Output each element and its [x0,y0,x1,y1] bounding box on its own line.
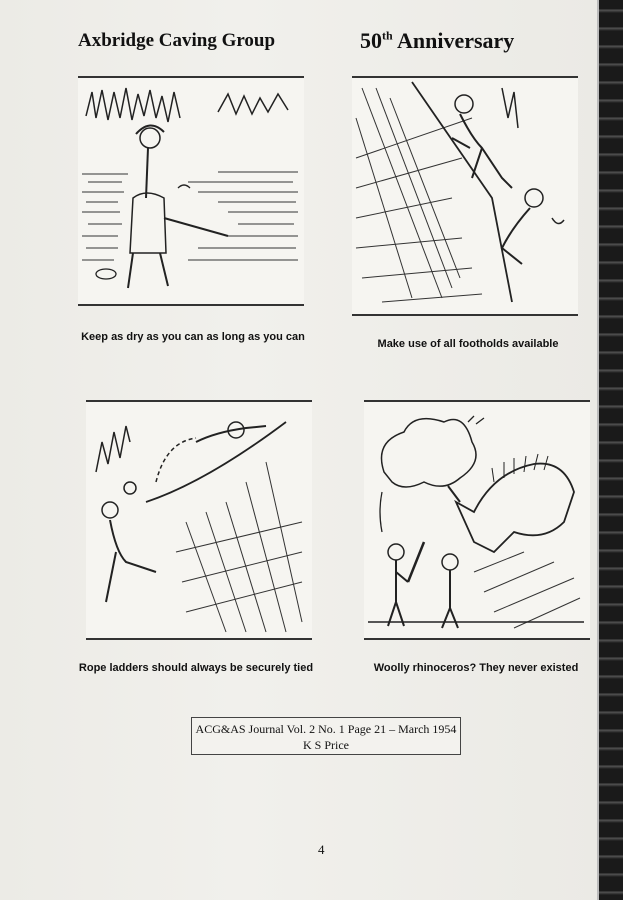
group-title: Axbridge Caving Group [78,30,276,51]
cartoon-footholds-illustration [352,78,578,314]
spiral-binding [599,0,623,900]
anniversary-suffix: th [382,28,393,43]
caption-panel-1: Keep as dry as you can as long as you can [81,331,305,343]
cartoon-wading-illustration [78,78,304,304]
author-text: K S Price [303,738,349,752]
cartoon-rope-ladder-illustration [86,402,312,638]
cartoon-panel-footholds [352,76,578,316]
anniversary-word: Anniversary [396,28,515,53]
caption-panel-4: Woolly rhinoceros? They never existed [373,662,579,674]
caption-panel-3: Rope ladders should always be securely tied [78,662,314,674]
cartoon-panel-wading [78,76,304,306]
page-number: 4 [318,842,325,857]
anniversary-number: 50 [360,28,382,53]
anniversary-title [360,28,514,54]
citation-box [191,717,461,755]
caption-panel-2: Make use of all footholds available [377,338,559,350]
cartoon-panel-rope-ladder [86,400,312,640]
citation-text: ACG&AS Journal Vol. 2 No. 1 Page 21 – March 1954 [195,722,457,736]
cartoon-panel-rhinoceros [364,400,590,640]
cartoon-rhinoceros-illustration [364,402,590,638]
